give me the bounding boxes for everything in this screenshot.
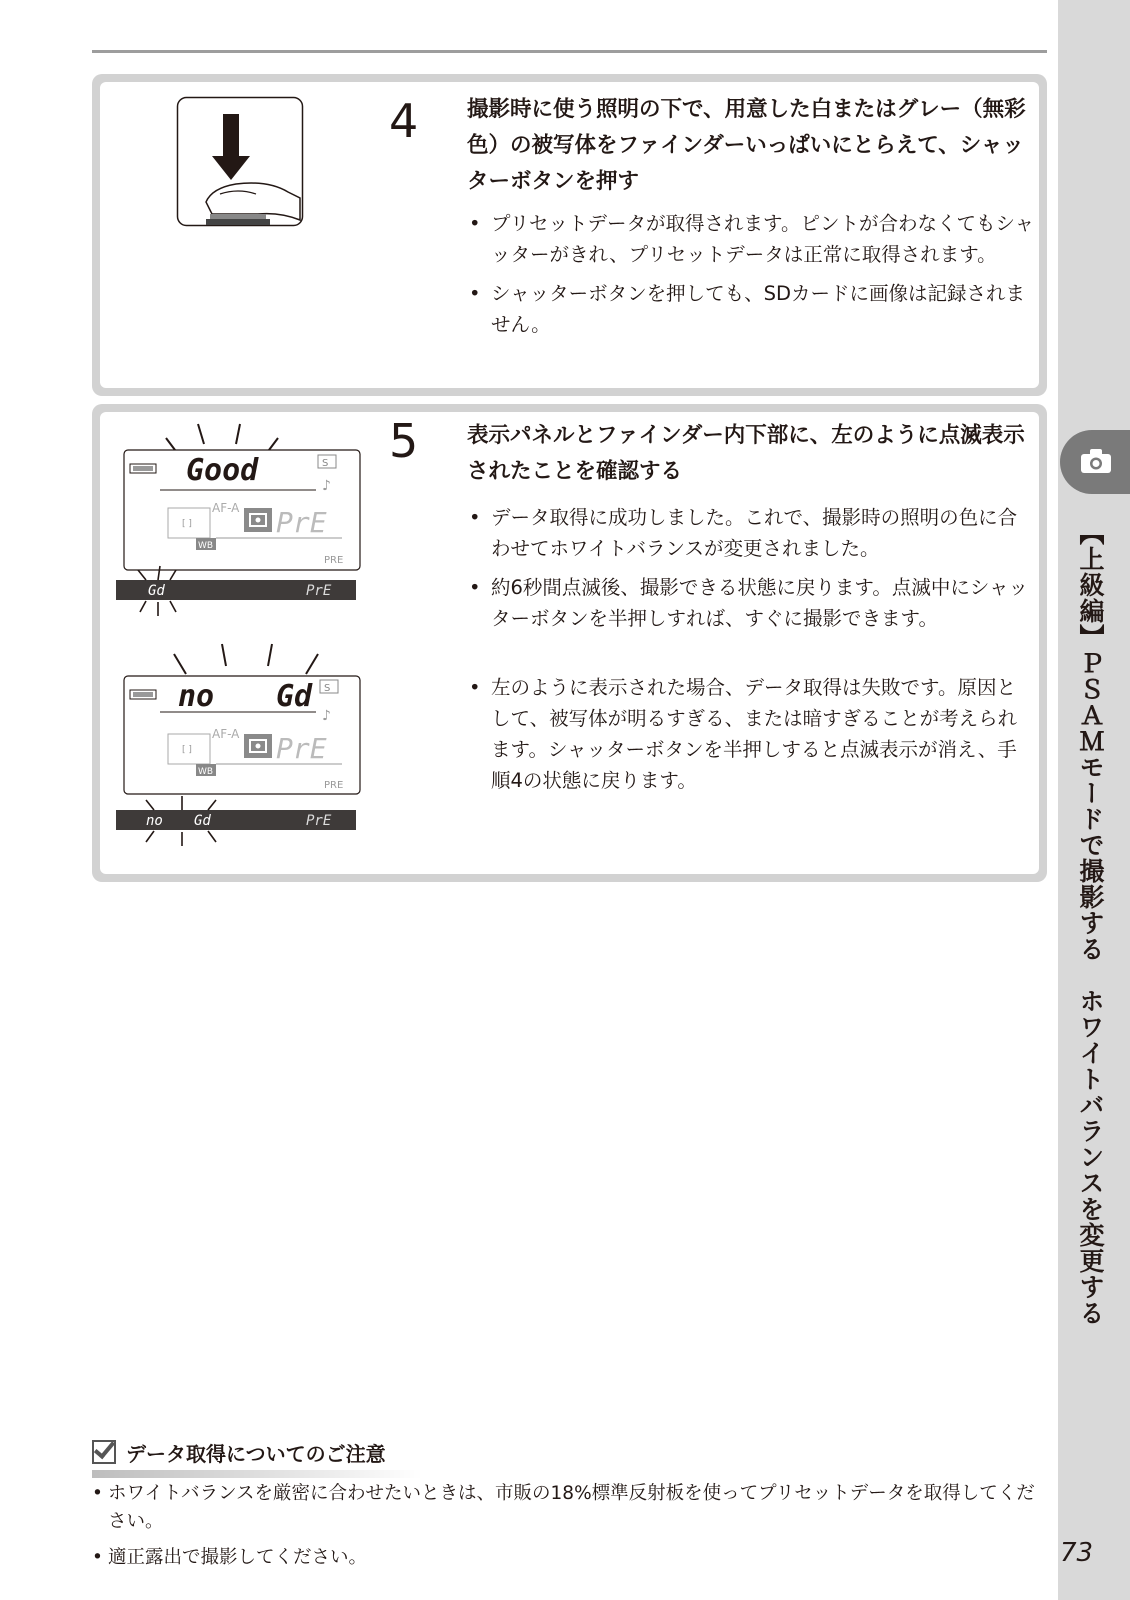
checkbox-icon (92, 1440, 116, 1464)
chapter-tab[interactable] (1060, 430, 1130, 494)
lcd-fail-pre: PRE (324, 780, 344, 791)
chapter-title: 【上級編】ＰＳＡＭモードで撮影する ホワイトバランスを変更する (1076, 520, 1105, 1326)
step-4-number: 4 (389, 94, 419, 148)
lcd-fail-s: S (324, 683, 331, 694)
lcd-fail-left: no (178, 679, 215, 714)
page-number: 73 (1060, 1538, 1094, 1568)
vf-fail-left: no (146, 813, 163, 829)
lcd-good-af: AF-A (212, 501, 240, 515)
lcd-good-illustration (116, 420, 366, 630)
lcd-fail-wb: WB (198, 767, 214, 777)
lcd-fail-illustration (116, 640, 366, 860)
step-5-bullets (467, 502, 1035, 642)
vf-good-right: PrE (306, 583, 332, 599)
list-item: • 約6秒間点滅後、撮影できる状態に戻ります。点滅中にシャッターボタンを半押しすれば、すぐに撮影できます。 (467, 572, 1035, 634)
list-item: • シャッターボタンを押しても、SDカードに画像は記録されません。 (467, 278, 1035, 340)
lcd-fail-right: Gd (276, 679, 313, 714)
list-item: • 適正露出で撮影してください。 (92, 1544, 1052, 1572)
note-list (92, 1480, 1052, 1580)
vf-good-left: Gd (148, 583, 165, 599)
step-4-heading: 撮影時に使う照明の下で、用意した白またはグレー（無彩色）の被写体をファインダーいっぱいにとらえて、シャッターボタンを押す (467, 97, 1026, 194)
top-rule (92, 50, 1047, 53)
vf-fail-right: PrE (306, 813, 332, 829)
svg-text:[ ]: [ ] (182, 745, 192, 755)
list-item: • 左のように表示された場合、データ取得は失敗です。原因として、被写体が明るすぎる、または暗すぎることが考えられます。シャッターボタンを半押しすると点滅表示が消え、手順4の状態に戻ります。 (467, 672, 1035, 796)
note-icon: ♪ (322, 708, 331, 724)
note-title (92, 1438, 386, 1467)
list-item: • プリセットデータが取得されます。ピントが合わなくてもシャッターがきれ、プリセットデータは正常に取得されます。 (467, 208, 1035, 270)
lcd-good-main: Good (186, 453, 259, 488)
list-item: • データ取得に成功しました。これで、撮影時の照明の色に合わせてホワイトバランスが変更されました。 (467, 502, 1035, 564)
note-rule (92, 1470, 422, 1478)
camera-icon (1080, 448, 1112, 474)
step-4-bullets (467, 208, 1035, 348)
lcd-good-wb: WB (198, 541, 214, 551)
step-5-fail-bullets (467, 672, 1035, 804)
lcd-good-s: S (322, 458, 329, 469)
step-5-heading: 表示パネルとファインダー内下部に、左のように点滅表示されたことを確認する (467, 423, 1025, 484)
shutter-press-illustration (176, 96, 304, 228)
lcd-fail-pre-seg: PrE (276, 732, 327, 765)
note-title-text: データ取得についてのご注意 (126, 1442, 386, 1466)
list-item: • ホワイトバランスを厳密に合わせたいときは、市販の18%標準反射板を使ってプリセットデータを取得してください。 (92, 1480, 1052, 1536)
lcd-fail-af: AF-A (212, 727, 240, 741)
lcd-good-pre: PRE (324, 555, 344, 566)
step-5-number: 5 (389, 414, 419, 468)
svg-text:[ ]: [ ] (182, 519, 192, 529)
lcd-good-pre-seg: PrE (276, 506, 327, 539)
note-icon: ♪ (322, 478, 331, 494)
vf-fail-mid: Gd (194, 813, 211, 829)
